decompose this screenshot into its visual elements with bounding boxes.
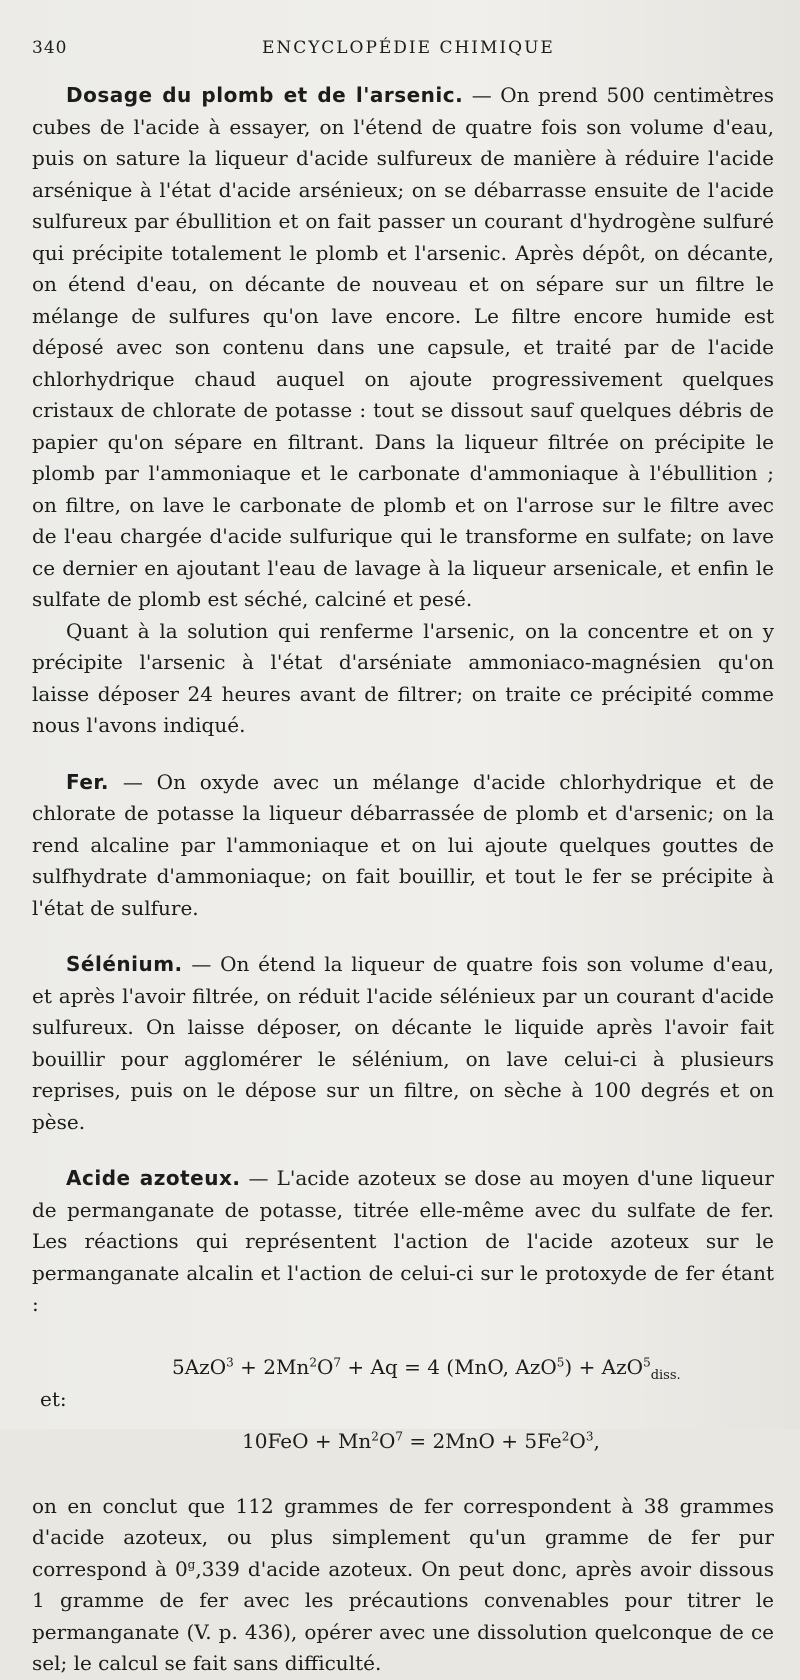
formula-1: $5AzO^3 + 2Mn^2O^7 + Aq = 4$ (MnO, AzO$^5$) + AzO$^5_{diss.}$ [172,1354,681,1383]
running-title: ENCYCLOPÉDIE CHIMIQUE [262,38,555,58]
paragraph-fer [32,767,774,925]
paragraph-plomb [32,80,774,616]
paragraph-selenium [32,949,774,1138]
text-plomb: — On prend 500 centimètres cubes de l'acide à essayer, on l'étend de quatre fois son volume d'eau, puis on sature la liqueur d'acide sulfureux de manière à réduire l'acide arsénique à l'état d'acide arsénieux; on se débarrasse ensuite de l'acide sulfureux par ébullition et on fait passer un courant d'hydrogène sulfuré qui précipite totalement le plomb et l'arsenic. Après dépôt, on décante, on étend d'eau, on décante de nouveau et on sépare sur un filtre le mélange de sulfures qu'on lave encore. Le filtre encore humide est déposé avec son contenu dans une capsule, et traité par de l'acide chlorhydrique chaud auquel on ajoute progressivement quelques cristaux de chlorate de potasse : tout se dissout sauf quelques débris de papier qu'on sépare en filtrant. Dans la liqueur filtrée on précipite le plomb par l'ammoniaque et le carbonate d'ammoniaque à l'ébullition ; on filtre, on lave le carbonate de plomb et on l'arrose sur le filtre avec de l'eau chargée d'acide sulfurique qui le transforme en sulfate; on lave ce dernier en ajoutant l'eau de lavage à la liqueur arsenicale, et enfin le sulfate de plomb est séché, calciné et pesé. [32,83,774,611]
heading-fer: Fer. [66,769,110,794]
page-header [32,38,774,58]
text-selenium: — On étend la liqueur de quatre fois son volume d'eau, et après l'avoir filtrée, on réduit l'acide sélénieux par un courant d'acide sulfureux. On laisse déposer, on décante le liquide après l'avoir fait bouillir pour agglomérer le sélénium, on lave celui-ci à plusieurs reprises, puis on le dépose sur un filtre, on sèche à 100 degrés et on pèse. [32,952,774,1134]
text-fer: — On oxyde avec un mélange d'acide chlorhydrique et de chlorate de potasse la liqueur débarrassée de plomb et d'arsenic; on la rend alcaline par l'ammoniaque et on lui ajoute quelques gouttes de sulfhydrate d'ammoniaque; on fait bouillir, et tout le fer se précipite à l'état de sulfure. [32,769,774,920]
page-number: 340 [32,38,68,58]
heading-plomb: Dosage du plomb et de l'arsenic. [66,83,464,107]
paragraph-arsenic [32,616,774,742]
formula-connector: et: [40,1386,67,1411]
text-azoteux: — L'acide azoteux se dose au moyen d'une liqueur de permanganate de potasse, titrée elle-même avec du sulfate de fer. Les réactions qui représentent l'action de l'acide azoteux sur le permanganate alcalin et l'action de celui-ci sur le protoxyde de fer étant : [32,1166,774,1316]
heading-azoteux: Acide azoteux. [66,1166,241,1190]
paragraph-azoteux [32,1163,774,1321]
formula-2: $10FeO + Mn^2O^7 = 2MnO + 5Fe^2O^3$, [242,1428,600,1453]
paragraph-conclusion: on en conclut que 112 grammes de fer correspondent à 38 grammes d'acide azoteux, ou plus simplement qu'un gramme de fer pur correspond à 0$^g$,339 d'acide azoteux. On peut donc, après avoir dissous 1 gramme de fer avec les précautions convenables pour titrer le permanganate (V. p. 436), opérer avec une dissolution quelconque de ce sel; le calcul se fait sans difficulté. [32,1493,774,1675]
text-arsenic: Quant à la solution qui renferme l'arsenic, on la concentre et on y précipite l'arsenic à l'état d'arséniate ammoniaco-magnésien qu'on laisse déposer 24 heures avant de filtrer; on traite ce précipité comme nous l'avons indiqué. [32,618,774,737]
heading-selenium: Sélénium. [66,952,183,976]
